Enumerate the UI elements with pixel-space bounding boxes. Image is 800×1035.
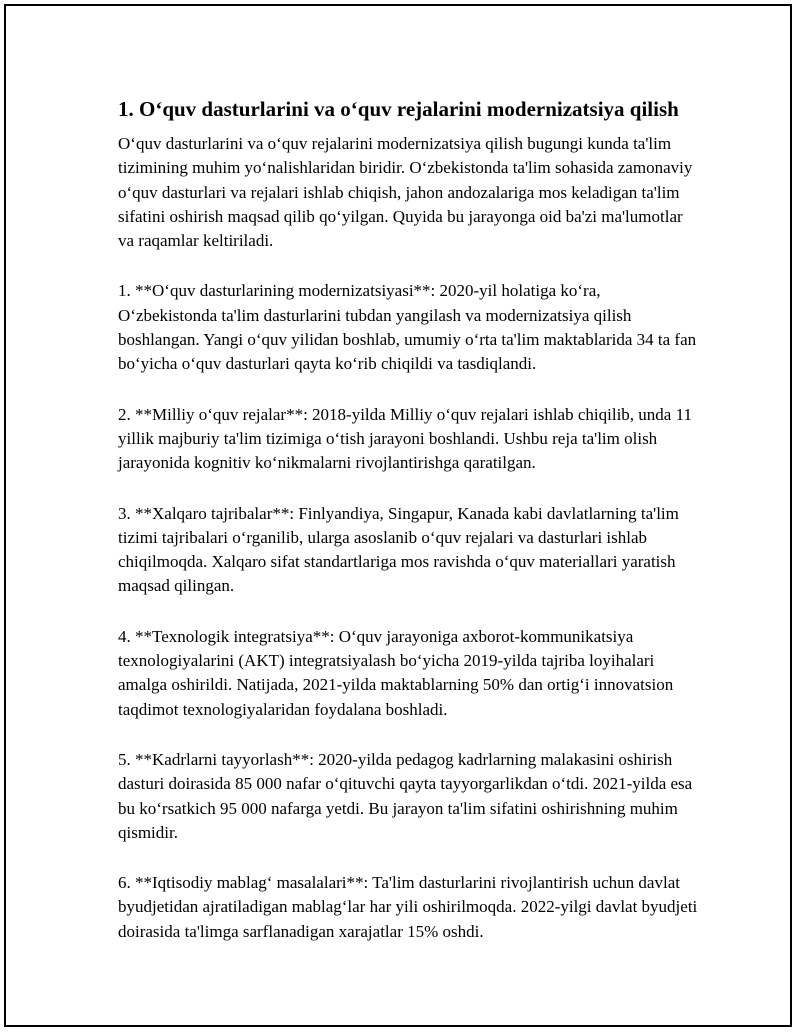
item-paragraph-4: 4. **Texnologik integratsiya**: O‘quv jarayoniga axborot-kommunikatsiya texnologiyalarini (AKT) integratsiyalash bo‘yicha 2019-yilda tajriba loyihalari amalga oshirildi. Natijada, 2021-yilda maktablarning 50% dan ortig‘i innovatsion taqdimot texnologiyalaridan foydalana boshladi. [118,626,674,719]
intro-paragraph: O‘quv dasturlarini va o‘quv rejalarini modernizatsiya qilish bugungi kunda ta'lim tizimining muhim yo‘nalishlaridan biridir. O‘zbekistonda ta'lim sohasida zamonaviy o‘quv dasturlari va rejalari ishlab chiqish, jahon andozalariga mos keladigan ta'lim sifatini oshirish maqsad qilib qo‘yilgan. Quyida bu jarayonga oid ba'zi ma'lumotlar va raqamlar keltiriladi. [118,134,693,251]
item-paragraph-5: 5. **Kadrlarni tayyorlash**: 2020-yilda pedagog kadrlarning malakasini oshirish dasturi doirasida 85 000 nafar o‘qituvchi qayta tayyorgarlikdan o‘tdi. 2021-yilda esa bu ko‘rsatkich 95 000 nafarga yetdi. Bu jarayon ta'lim sifatini oshirishning muhim qismidir. [118,749,693,842]
document-body [118,96,698,970]
item-paragraph-6: 6. **Iqtisodiy mablag‘ masalalari**: Ta'lim dasturlarini rivojlantirish uchun davlat byudjetidan ajratiladigan mablag‘lar har yili oshirilmoqda. 2022-yilgi davlat byudjeti doirasida ta'limga sarflanadigan xarajatlar 15% oshdi. [118,873,698,941]
section-heading: 1. O‘quv dasturlarini va o‘quv rejalarini modernizatsiya qilish [118,97,679,121]
item-paragraph-1: 1. **O‘quv dasturlarining modernizatsiyasi**: 2020-yil holatiga ko‘ra, O‘zbekistonda ta'lim dasturlarini tubdan yangilash va modernizatsiya qilish boshlangan. Yangi o‘quv yilidan boshlab, umumiy o‘rta ta'lim maktablarida 34 ta fan bo‘yicha o‘quv dasturlari qayta ko‘rib chiqildi va tasdiqlandi. [118,281,697,374]
item-paragraph-3: 3. **Xalqaro tajribalar**: Finlyandiya, Singapur, Kanada kabi davlatlarning ta'lim tizimi tajribalari o‘rganilib, ularga asoslanib o‘quv rejalari va dasturlari ishlab chiqilmoqda. Xalqaro sifat standartlariga mos ravishda o‘quv materiallari yaratish maqsad qilingan. [118,503,679,596]
item-paragraph-2: 2. **Milliy o‘quv rejalar**: 2018-yilda Milliy o‘quv rejalari ishlab chiqilib, unda 11 yillik majburiy ta'lim tizimiga o‘tish jarayoni boshlandi. Ushbu reja ta'lim olish jarayonida kognitiv ko‘nikmalarni rivojlantirishga qaratilgan. [118,404,692,473]
